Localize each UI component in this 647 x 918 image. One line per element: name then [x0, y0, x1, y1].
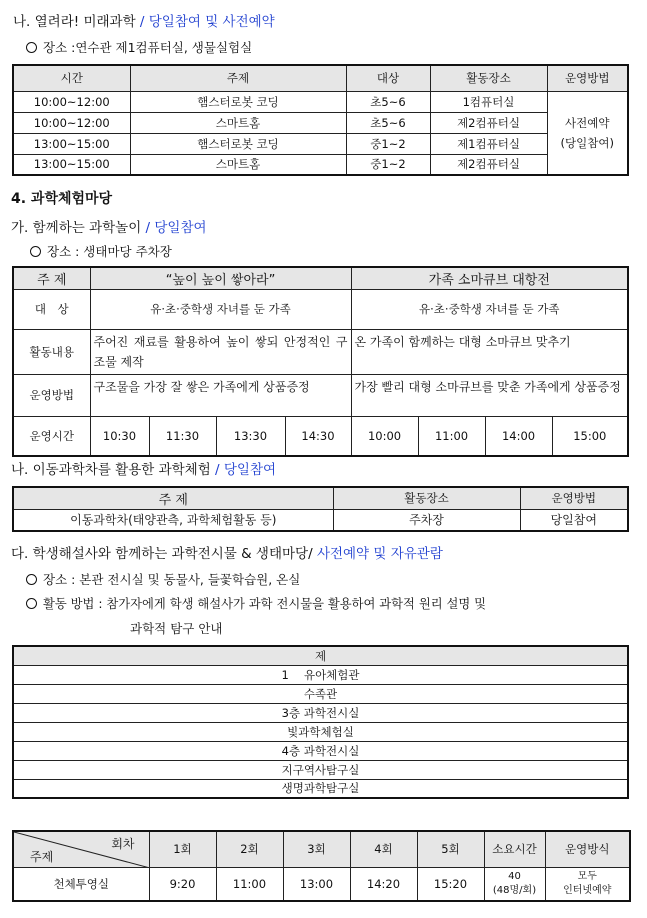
col-header: 활동장소 [430, 65, 547, 91]
table-row: 대 상 유·초·중학생 자녀를 둔 가족 유·초·중학생 자녀를 둔 가족 [13, 289, 628, 329]
circle-bullet-icon [30, 246, 41, 257]
table-row: 운영방법 구조물을 가장 잘 쌓은 가족에게 상품증정 가장 빨리 대형 소마큐브를 맞춘 가족에게 상품증정 [13, 374, 628, 416]
section-heading-science-experience: 4. 과학체험마당 [11, 191, 113, 207]
table-row: 3층 과학전시실 [13, 703, 628, 722]
science-play-table [12, 266, 629, 457]
corner-header: 회차 주제 [13, 831, 149, 867]
mobile-science-table [12, 486, 629, 532]
place-line: 장소 : 생태마당 주차장 [30, 242, 172, 260]
section-title-student-docent: 다. 학생해설사와 함께하는 과학전시물 & 생태마당/ 사전예약 및 자유관람 [11, 546, 443, 562]
table-row: 지구역사탐구실 [13, 760, 628, 779]
method-line-continued: 과학적 탐구 안내 [130, 621, 223, 636]
section-title-future-science: 나. 열려라! 미래과학 / 당일참여 및 사전예약 [13, 14, 275, 30]
table-row: 활동내용 주어진 재료를 활용하여 높이 쌓되 안정적인 구조물 제작 온 가족이 함께하는 대형 소마큐브 맞추기 [13, 329, 628, 374]
table-row: 4층 과학전시실 [13, 741, 628, 760]
program-title: 가족 소마큐브 대항전 [351, 267, 628, 289]
table-header-row: 회차 주제 1회 2회 3회 4회 5회 소요시간 운영방식 [13, 831, 630, 867]
table-header-row [13, 65, 628, 91]
table-row: 10:00~12:00 햄스터로봇 코딩 초5~6 1컴퓨터실 사전예약 (당일참여) [13, 91, 628, 112]
planetarium-table [12, 830, 631, 902]
table-row: 10:00~12:00 스마트홈 초5~6 제2컴퓨터실 [13, 112, 628, 133]
method-cell: 사전예약 (당일참여) [547, 91, 628, 175]
table-row: 빛과학체험실 [13, 722, 628, 741]
col-header: 시간 [13, 65, 130, 91]
table-row: 수족관 [13, 684, 628, 703]
future-science-table [12, 64, 629, 176]
table-row: 생명과학탐구실 [13, 779, 628, 798]
table-row: 천체투영실 9:20 11:00 13:00 14:20 15:20 40 (48명/회) 모두 인터넷예약 [13, 867, 630, 901]
section-title-mobile-science: 나. 이동과학차를 활용한 과학체험 / 당일참여 [11, 462, 277, 478]
exhibit-table [12, 645, 629, 799]
table-header-row: 주 제 활동장소 운영방법 [13, 487, 628, 509]
circle-bullet-icon [26, 574, 37, 585]
place-line: 장소 : 본관 전시실 및 동물사, 들꽃학습원, 온실 [26, 570, 300, 588]
table-row: 이동과학차(태양관측, 과학체험활동 등) 주차장 당일참여 [13, 509, 628, 531]
program-title: “높이 높이 쌓아라” [90, 267, 351, 289]
col-header: 대상 [346, 65, 430, 91]
circle-bullet-icon [26, 42, 37, 53]
table-header-row: 제 [13, 646, 628, 665]
col-header: 운영방법 [547, 65, 628, 91]
table-row: 13:00~15:00 햄스터로봇 코딩 중1~2 제1컴퓨터실 [13, 133, 628, 154]
section-title-science-play: 가. 함께하는 과학놀이 / 당일참여 [11, 220, 207, 236]
table-row: 13:00~15:00 스마트홈 중1~2 제2컴퓨터실 [13, 154, 628, 175]
table-row: 1 유아체험관 [13, 665, 628, 684]
circle-bullet-icon [26, 598, 37, 609]
col-header: 주제 [130, 65, 346, 91]
place-line: 장소 :연수관 제1컴퓨터실, 생물실험실 [26, 38, 252, 56]
method-line: 활동 방법 : 참가자에게 학생 해설사가 과학 전시물을 활용하여 과학적 원리 설명 및 [26, 594, 486, 612]
table-header-row: 주 제 “높이 높이 쌓아라” 가족 소마큐브 대항전 [13, 267, 628, 289]
table-row: 운영시간 10:30 11:30 13:30 14:30 10:00 11:00 14:00 15:00 [13, 416, 628, 456]
